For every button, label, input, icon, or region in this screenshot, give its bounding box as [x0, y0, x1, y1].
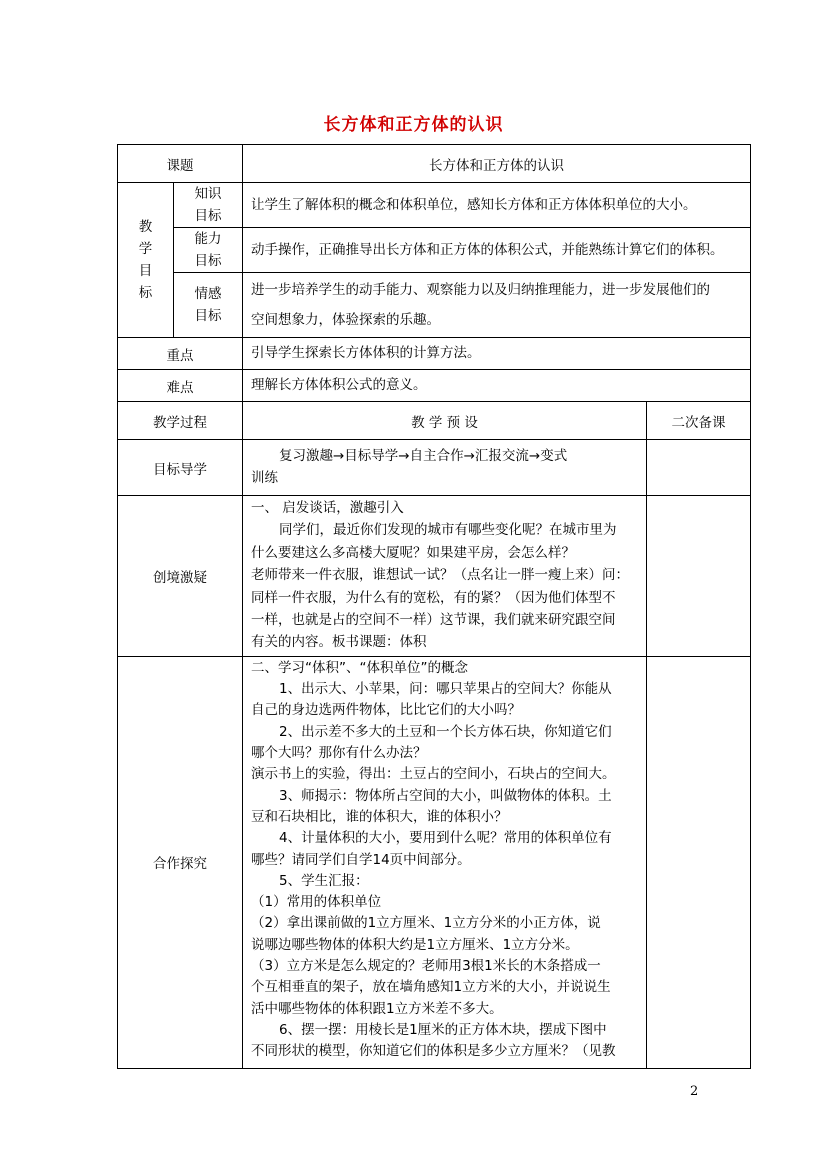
subject-label: 课题: [118, 145, 243, 183]
process-header-col3: 二次备课: [647, 402, 751, 440]
process-header-row: [118, 402, 751, 440]
guide-text: [243, 440, 647, 496]
section1-label: 创境激疑: [118, 496, 243, 657]
subject-value: 长方体和正方体的认识: [243, 145, 751, 183]
goal-row-knowledge: [118, 183, 751, 228]
section2-row: [118, 656, 751, 1068]
lesson-plan-table: [117, 144, 751, 1069]
goal-sublabel-knowledge: 知识 目标: [174, 183, 243, 228]
section1-notes: [647, 496, 751, 657]
goal-text-knowledge: 让学生了解体积的概念和体积单位，感知长方体和正方体体积单位的大小。: [243, 183, 751, 228]
section2-content: 二、学习“体积”、“体积单位”的概念 1、出示大、小苹果，问：哪只苹果占的空间大？你能从 自己的身边选两件物体，比比它们的大小吗？ 2、出示差不多大的土豆和一个长方体石块，你知道它们 哪个大吗？那你有什么办法？ 演示书上的实验，得出：土豆占的空间小，石块占的空间大。 3、师揭示：物体所占空间的大小，叫做物体的体积。土 豆和石块相比，谁的体积大，谁的体积小？ 4、计量体积的大小，要用到什么呢？常用的体积单位有 哪些？请同学们自学14页中间部分。 5、学生汇报： （1）常用的体积单位 （2）拿出课前做的1立方厘米、1立方分米的小正方体，说 说哪边哪些物体的体积大约是1立方厘米、1立方分米。 （3）立方米是怎么规定的？老师用3根1米长的木条搭成一 个互相垂直的架子，放在墙角感知1立方米的大小，并说说生 活中哪些物体的体积跟1立方米差不多大。 6、摆一摆：用棱长是1厘米的正方体木块，摆成下图中 不同形状的模型，你知道它们的体积是多少立方厘米？（见教: [243, 656, 647, 1068]
section1-content: 一、 启发谈话，激趣引入 同学们，最近你们发现的城市有哪些变化呢？在城市里为 什么要建这么多高楼大厦呢？如果建平房，会怎么样？ 老师带来一件衣服，谁想试一试？（点名让一胖一瘦上来）问： 同样一件衣服，为什么有的宽松，有的紧？（因为他们体型不 一样，也就是占的空间不一样）这节课，我们就来研究跟空间 有关的内容。板书课题：体积: [243, 496, 647, 657]
goal-sublabel-ability: 能力 目标: [174, 228, 243, 273]
process-header-col2: 教 学 预 设: [243, 402, 647, 440]
page-number: 2: [690, 1084, 699, 1099]
key-point-label: 重点: [118, 338, 243, 370]
section2-notes: [647, 656, 751, 1068]
goal-sublabel-emotion: 情感 目标: [174, 273, 243, 338]
page-title: 长方体和正方体的认识: [323, 115, 504, 135]
guide-steps-line2: 训练: [251, 470, 278, 486]
guide-notes: [647, 440, 751, 496]
key-point-text: 引导学生探索长方体体积的计算方法。: [243, 338, 751, 370]
goal-text-emotion: 进一步培养学生的动手能力、观察能力以及归纳推理能力，进一步发展他们的 空间想象力，体验探索的乐趣。: [243, 273, 751, 338]
goal-row-ability: [118, 228, 751, 273]
goal-text-ability: 动手操作，正确推导出长方体和正方体的体积公式，并能熟练计算它们的体积。: [243, 228, 751, 273]
section2-label: 合作探究: [118, 656, 243, 1068]
guide-label: 目标导学: [118, 440, 243, 496]
difficulty-row: [118, 370, 751, 402]
section1-row: [118, 496, 751, 657]
key-point-row: [118, 338, 751, 370]
process-header-col1: 教学过程: [118, 402, 243, 440]
guide-steps-line1: 复习激趣→目标导学→自主合作→汇报交流→变式: [279, 447, 568, 464]
goals-label: 教 学 目 标: [118, 183, 174, 338]
subject-row: [118, 145, 751, 183]
goal-row-emotion: [118, 273, 751, 338]
difficulty-label: 难点: [118, 370, 243, 402]
guide-row: [118, 440, 751, 496]
difficulty-text: 理解长方体体积公式的意义。: [243, 370, 751, 402]
